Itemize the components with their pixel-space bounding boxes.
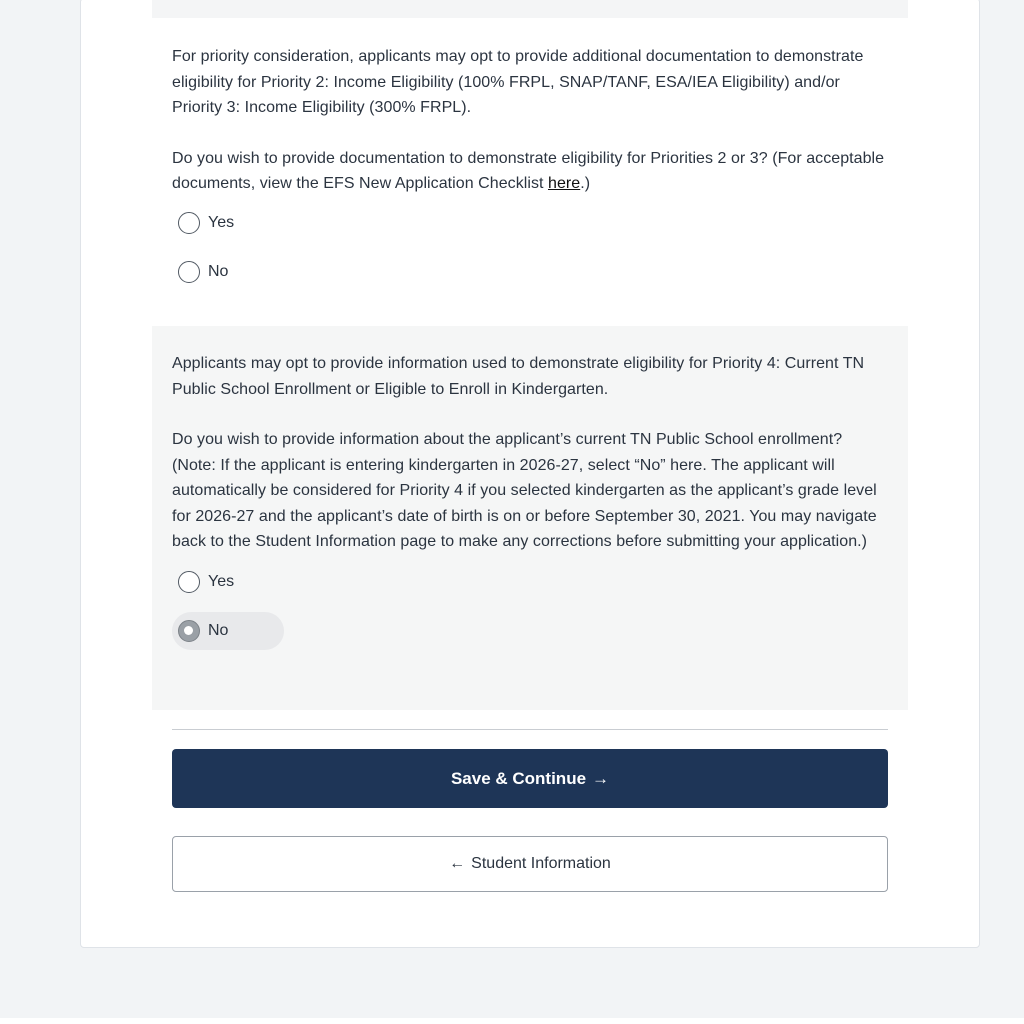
income-question-text bbox=[172, 146, 888, 197]
income-option-no-label: No bbox=[208, 262, 229, 280]
income-intro-text: For priority consideration, applicants may opt to provide additional documentation to demonstrate eligibility for Priority 2: Income Eligibility (100% FRPL, SNAP/TANF, ESA/IEA Eligibility) and/or Priority 3: Income Eligibility (300% FRPL). bbox=[172, 48, 864, 116]
previous-section-strip bbox=[152, 0, 908, 18]
income-option-yes-label: Yes bbox=[208, 213, 235, 231]
enrollment-option-yes-label: Yes bbox=[208, 572, 235, 590]
enrollment-section bbox=[152, 326, 908, 710]
income-eligibility-section bbox=[152, 44, 908, 291]
checklist-here-link[interactable]: here bbox=[548, 175, 581, 192]
back-student-information-button[interactable] bbox=[172, 836, 888, 892]
income-option-yes[interactable] bbox=[172, 204, 284, 242]
enrollment-option-no[interactable] bbox=[172, 612, 284, 650]
enrollment-option-yes[interactable] bbox=[172, 563, 284, 601]
back-student-information-label: Student Information bbox=[471, 855, 611, 872]
radio-unchecked-icon[interactable] bbox=[178, 212, 200, 234]
radio-unchecked-icon[interactable] bbox=[178, 261, 200, 283]
left-arrow-icon: ← bbox=[449, 855, 466, 872]
income-question-after-link: .) bbox=[580, 175, 591, 192]
right-arrow-icon: → bbox=[592, 768, 610, 788]
save-continue-button[interactable] bbox=[172, 749, 888, 808]
radio-unchecked-icon[interactable] bbox=[178, 571, 200, 593]
enrollment-question-text: Do you wish to provide information about the applicant’s current TN Public School enrollment? (Note: If the applicant is entering kindergarten in 2026-27, select “No” here. The applicant will automatically be considered for Priority 4 if you selected kindergarten as the applicant’s grade level for 2026-27 and the applicant’s date of birth is on or before September 30, 2021. You may navigate back to the Student Information page to make any corrections before submitting your application.) bbox=[172, 431, 877, 550]
enrollment-option-no-label: No bbox=[208, 621, 229, 639]
radio-checked-icon[interactable] bbox=[178, 620, 200, 642]
enrollment-intro-text: Applicants may opt to provide information used to demonstrate eligibility for Priority 4: Current TN Public School Enrollment or Eligible to Enroll in Kindergarten. bbox=[172, 355, 865, 398]
income-option-no[interactable] bbox=[172, 253, 284, 291]
divider bbox=[172, 729, 888, 730]
save-continue-label: Save & Continue bbox=[450, 768, 587, 788]
income-question-before-link: Do you wish to provide documentation to demonstrate eligibility for Priorities 2 or 3? (For acceptable documents, view the EFS New Application Checklist bbox=[172, 149, 885, 192]
